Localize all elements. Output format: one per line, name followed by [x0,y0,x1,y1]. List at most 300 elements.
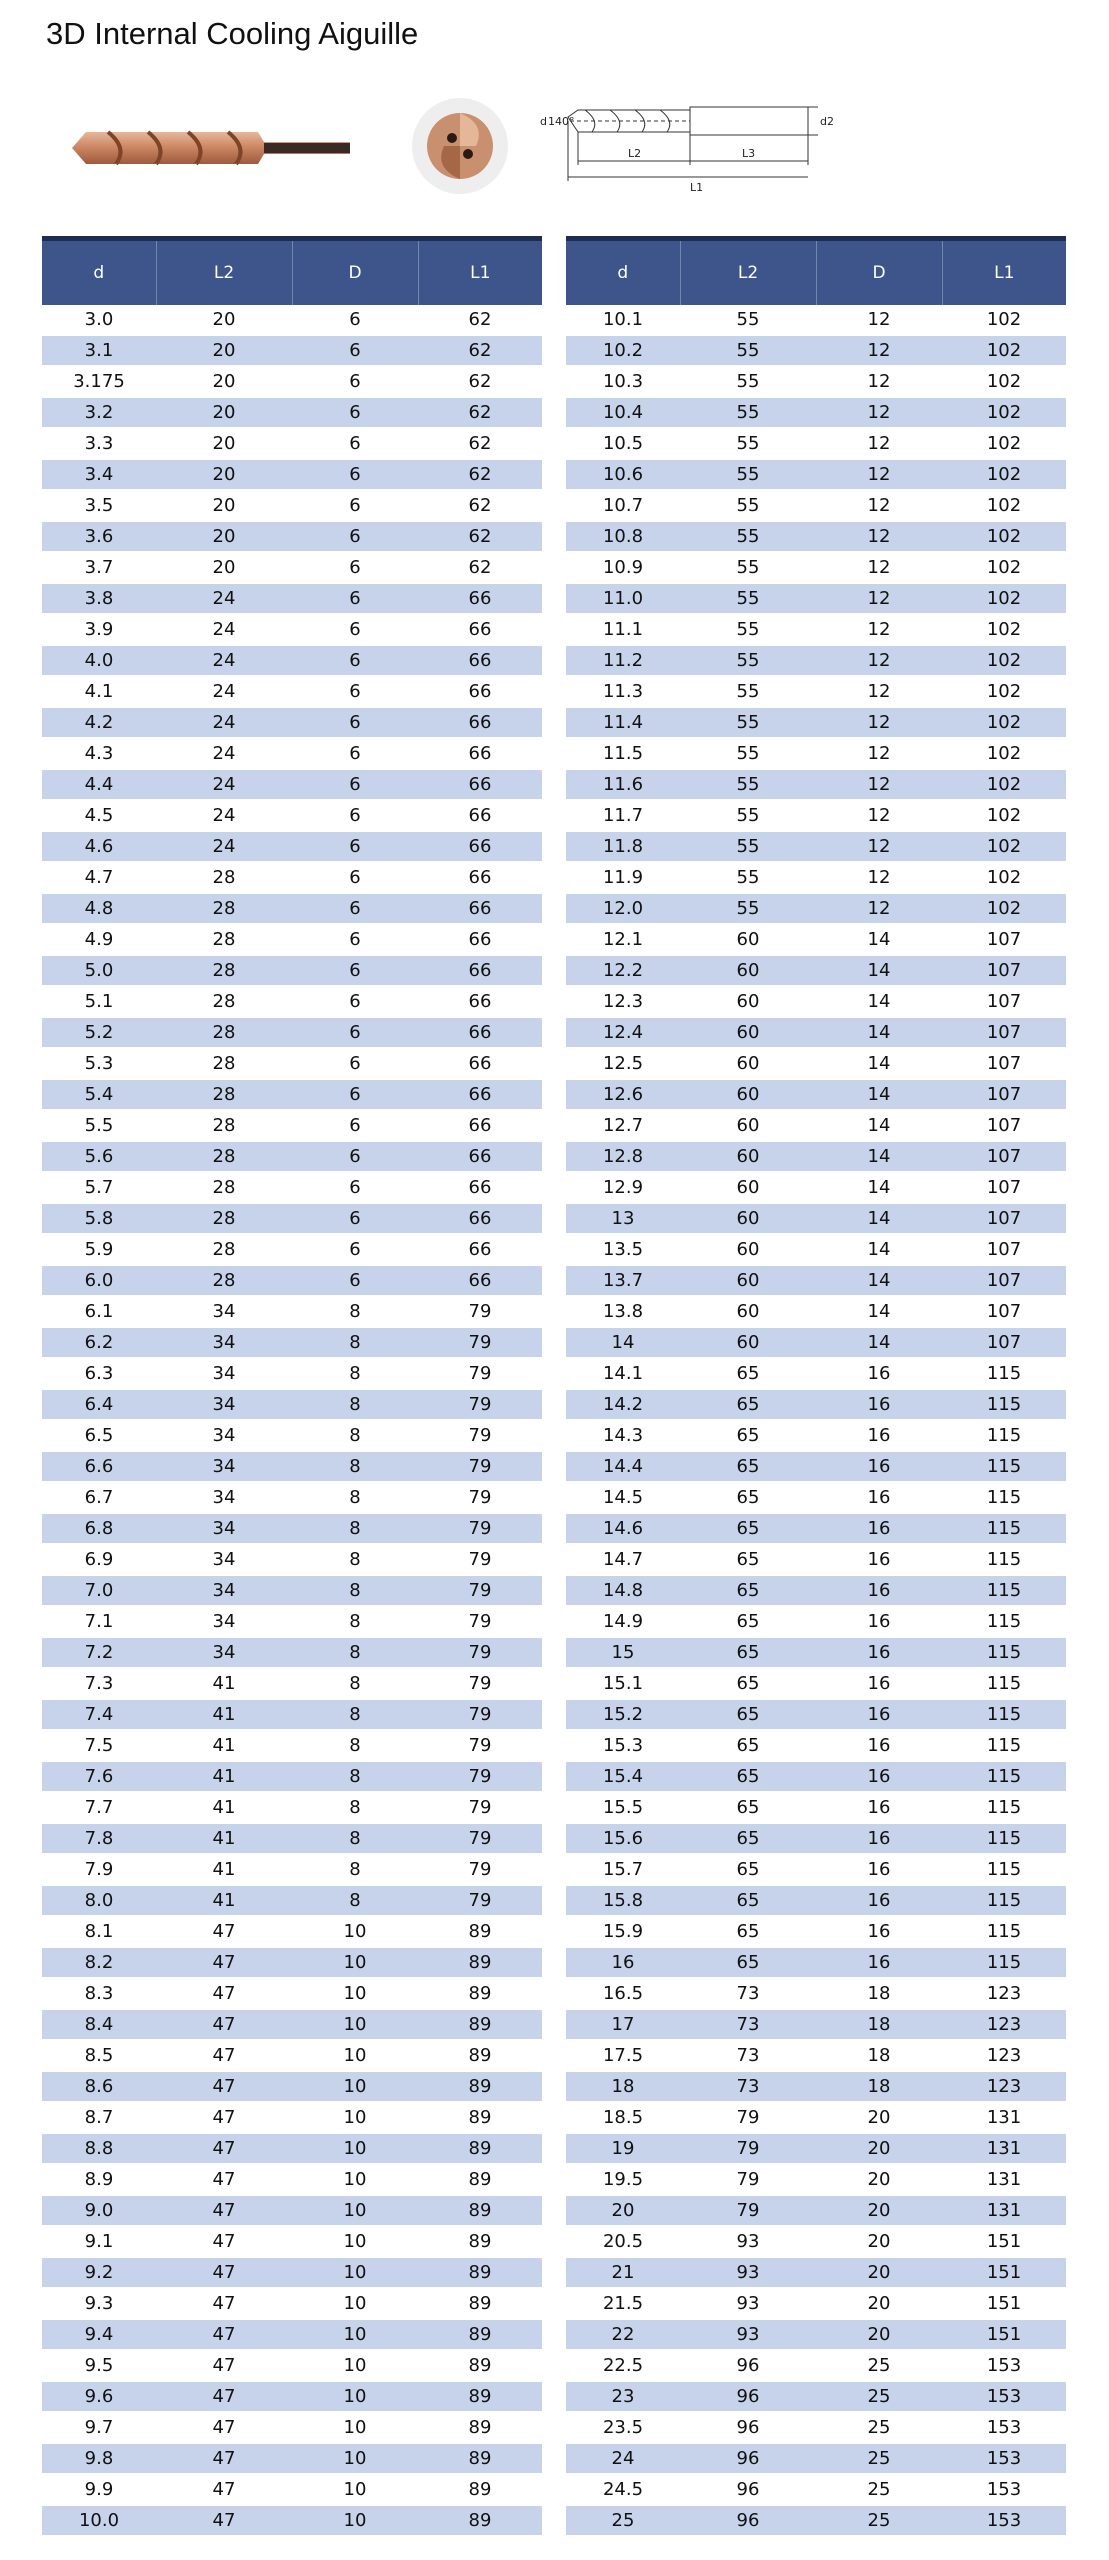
cell-l1: 66 [418,645,542,676]
table-row [566,305,1066,335]
cell-l1: 153 [942,2474,1066,2505]
table-row [566,707,1066,738]
cell-dd: 8 [292,1792,418,1823]
cell-d: 15.4 [566,1761,680,1792]
cell-d: 4.1 [42,676,156,707]
table-row [42,2288,542,2319]
cell-l2: 55 [680,738,816,769]
cell-dd: 12 [816,614,942,645]
cell-l1: 66 [418,924,542,955]
cell-l2: 47 [156,2288,292,2319]
cell-d: 3.4 [42,459,156,490]
table-row [566,1606,1066,1637]
cell-l2: 47 [156,2102,292,2133]
cell-d: 7.8 [42,1823,156,1854]
cell-l1: 89 [418,1916,542,1947]
cell-l2: 55 [680,335,816,366]
cell-d: 12.4 [566,1017,680,1048]
cell-l1: 107 [942,1110,1066,1141]
cell-dd: 25 [816,2350,942,2381]
cell-l2: 93 [680,2226,816,2257]
cell-l1: 62 [418,521,542,552]
cell-l1: 115 [942,1420,1066,1451]
cell-l2: 20 [156,552,292,583]
cell-l1: 123 [942,2009,1066,2040]
cell-l2: 79 [680,2164,816,2195]
table-row [566,645,1066,676]
table-row [566,2226,1066,2257]
cell-l1: 89 [418,1947,542,1978]
cell-l2: 28 [156,1048,292,1079]
cell-d: 11.7 [566,800,680,831]
cell-l1: 79 [418,1389,542,1420]
table-row [42,459,542,490]
cell-dd: 20 [816,2133,942,2164]
table-row [566,1699,1066,1730]
cell-dd: 6 [292,1141,418,1172]
table-row [42,800,542,831]
cell-l2: 34 [156,1358,292,1389]
cell-d: 6.4 [42,1389,156,1420]
table-row [42,2040,542,2071]
cell-d: 4.6 [42,831,156,862]
table-row [42,1079,542,1110]
cell-l2: 24 [156,583,292,614]
cell-d: 15.7 [566,1854,680,1885]
cell-dd: 6 [292,769,418,800]
table-row [566,1792,1066,1823]
cell-d: 4.8 [42,893,156,924]
table-row [566,2505,1066,2536]
table-row [42,769,542,800]
table-row [566,583,1066,614]
diagram-label-l3: L3 [742,147,756,160]
cell-dd: 8 [292,1389,418,1420]
table-row [42,2133,542,2164]
cell-dd: 16 [816,1854,942,1885]
cell-l2: 73 [680,2040,816,2071]
cell-l2: 34 [156,1482,292,1513]
cell-l1: 66 [418,831,542,862]
cell-dd: 6 [292,305,418,335]
cell-l1: 131 [942,2133,1066,2164]
table-row [566,1761,1066,1792]
cell-l1: 153 [942,2505,1066,2536]
cell-dd: 6 [292,800,418,831]
cell-dd: 20 [816,2319,942,2350]
cell-d: 6.5 [42,1420,156,1451]
cell-l1: 66 [418,1048,542,1079]
cell-d: 14 [566,1327,680,1358]
table-row [42,305,542,335]
cell-l1: 115 [942,1637,1066,1668]
cell-d: 10.6 [566,459,680,490]
cell-d: 12.5 [566,1048,680,1079]
cell-l2: 41 [156,1885,292,1916]
cell-dd: 6 [292,893,418,924]
cell-d: 14.2 [566,1389,680,1420]
cell-dd: 6 [292,428,418,459]
cell-l1: 89 [418,2133,542,2164]
cell-dd: 8 [292,1513,418,1544]
cell-l2: 55 [680,552,816,583]
drill-end-view-image [410,96,510,196]
cell-l2: 20 [156,459,292,490]
table-row [566,1482,1066,1513]
table-row [566,552,1066,583]
cell-dd: 8 [292,1451,418,1482]
cell-l1: 115 [942,1699,1066,1730]
table-row [566,1389,1066,1420]
cell-d: 10.0 [42,2505,156,2536]
cell-dd: 16 [816,1451,942,1482]
cell-d: 7.9 [42,1854,156,1885]
cell-l2: 55 [680,645,816,676]
cell-l2: 65 [680,1916,816,1947]
cell-dd: 16 [816,1668,942,1699]
cell-l1: 107 [942,1327,1066,1358]
cell-l1: 79 [418,1761,542,1792]
cell-l2: 65 [680,1420,816,1451]
cell-l1: 79 [418,1482,542,1513]
cell-l2: 55 [680,831,816,862]
table-row [42,1854,542,1885]
cell-l1: 131 [942,2195,1066,2226]
cell-d: 23.5 [566,2412,680,2443]
cell-d: 15.6 [566,1823,680,1854]
cell-l1: 62 [418,335,542,366]
cell-d: 7.2 [42,1637,156,1668]
diagram-label-l1: L1 [690,181,704,194]
cell-dd: 6 [292,552,418,583]
cell-dd: 14 [816,1327,942,1358]
cell-l1: 115 [942,1792,1066,1823]
cell-l1: 115 [942,1730,1066,1761]
cell-l1: 115 [942,1885,1066,1916]
cell-dd: 6 [292,707,418,738]
table-row [42,583,542,614]
cell-dd: 16 [816,1606,942,1637]
cell-l2: 60 [680,1327,816,1358]
cell-d: 5.2 [42,1017,156,1048]
cell-dd: 6 [292,1017,418,1048]
cell-l1: 102 [942,459,1066,490]
cell-d: 14.7 [566,1544,680,1575]
cell-l1: 107 [942,1296,1066,1327]
cell-l2: 47 [156,1916,292,1947]
cell-d: 5.0 [42,955,156,986]
cell-dd: 10 [292,2319,418,2350]
cell-d: 3.5 [42,490,156,521]
table-row [566,1637,1066,1668]
cell-dd: 6 [292,1234,418,1265]
cell-l2: 47 [156,2040,292,2071]
cell-l2: 96 [680,2381,816,2412]
cell-l1: 102 [942,366,1066,397]
cell-l2: 60 [680,1048,816,1079]
cell-l2: 47 [156,2133,292,2164]
cell-d: 13.5 [566,1234,680,1265]
cell-dd: 8 [292,1482,418,1513]
cell-d: 7.4 [42,1699,156,1730]
cell-dd: 12 [816,769,942,800]
table-row [566,2319,1066,2350]
cell-l2: 55 [680,769,816,800]
cell-dd: 6 [292,986,418,1017]
table-row [566,1141,1066,1172]
cell-d: 8.0 [42,1885,156,1916]
cell-d: 8.7 [42,2102,156,2133]
table-row [566,1048,1066,1079]
cell-d: 20 [566,2195,680,2226]
cell-d: 11.8 [566,831,680,862]
cell-d: 3.9 [42,614,156,645]
table-row [42,1141,542,1172]
cell-d: 7.0 [42,1575,156,1606]
cell-dd: 16 [816,1544,942,1575]
table-row [566,893,1066,924]
cell-l2: 79 [680,2102,816,2133]
cell-l1: 66 [418,955,542,986]
table-row [42,2195,542,2226]
cell-d: 12.6 [566,1079,680,1110]
cell-d: 21.5 [566,2288,680,2319]
cell-l2: 20 [156,490,292,521]
cell-l2: 55 [680,490,816,521]
cell-d: 5.8 [42,1203,156,1234]
cell-d: 6.3 [42,1358,156,1389]
cell-d: 17.5 [566,2040,680,2071]
table-row [566,2195,1066,2226]
table-row [42,676,542,707]
cell-d: 11.4 [566,707,680,738]
cell-d: 11.5 [566,738,680,769]
cell-dd: 16 [816,1575,942,1606]
table-row [566,1172,1066,1203]
table-row [42,366,542,397]
cell-dd: 10 [292,2257,418,2288]
cell-d: 10.8 [566,521,680,552]
table-row [566,1730,1066,1761]
table-row [566,2381,1066,2412]
cell-l1: 123 [942,2040,1066,2071]
cell-dd: 8 [292,1823,418,1854]
table-row [42,1327,542,1358]
cell-l1: 151 [942,2288,1066,2319]
cell-l1: 107 [942,1141,1066,1172]
table-row [42,1265,542,1296]
cell-l2: 96 [680,2474,816,2505]
table-row [42,2474,542,2505]
cell-dd: 8 [292,1575,418,1606]
cell-l1: 79 [418,1420,542,1451]
diagram-label-d2: d2 [820,115,834,128]
cell-l1: 102 [942,831,1066,862]
cell-dd: 6 [292,862,418,893]
cell-d: 7.3 [42,1668,156,1699]
cell-dd: 6 [292,738,418,769]
cell-l1: 66 [418,1203,542,1234]
cell-l1: 102 [942,769,1066,800]
cell-d: 7.6 [42,1761,156,1792]
cell-d: 22 [566,2319,680,2350]
cell-dd: 12 [816,366,942,397]
cell-dd: 14 [816,1079,942,1110]
table-row [566,2350,1066,2381]
cell-l2: 34 [156,1327,292,1358]
cell-dd: 14 [816,1017,942,1048]
cell-l1: 102 [942,305,1066,335]
cell-d: 24.5 [566,2474,680,2505]
cell-l1: 102 [942,428,1066,459]
cell-dd: 14 [816,1296,942,1327]
table-row [566,1823,1066,1854]
cell-dd: 8 [292,1358,418,1389]
table-row [42,552,542,583]
table-row [566,1885,1066,1916]
cell-l1: 115 [942,1451,1066,1482]
cell-l1: 115 [942,1389,1066,1420]
cell-l1: 79 [418,1668,542,1699]
cell-l2: 24 [156,769,292,800]
cell-l2: 65 [680,1358,816,1389]
table-row [42,2071,542,2102]
table-row [42,1699,542,1730]
table-row [566,1513,1066,1544]
cell-d: 14.1 [566,1358,680,1389]
cell-l1: 153 [942,2412,1066,2443]
cell-l1: 153 [942,2443,1066,2474]
cell-dd: 16 [816,1761,942,1792]
cell-dd: 12 [816,676,942,707]
table-row [566,986,1066,1017]
cell-l2: 60 [680,1079,816,1110]
table-row [42,2102,542,2133]
table-row [42,2009,542,2040]
cell-dd: 16 [816,1792,942,1823]
cell-l2: 28 [156,1079,292,1110]
cell-d: 6.2 [42,1327,156,1358]
cell-dd: 10 [292,2040,418,2071]
column-header-dd: D [816,239,942,305]
cell-d: 9.1 [42,2226,156,2257]
cell-d: 10.5 [566,428,680,459]
cell-l1: 115 [942,1947,1066,1978]
cell-d: 18.5 [566,2102,680,2133]
cell-d: 10.7 [566,490,680,521]
table-row [566,1327,1066,1358]
cell-l2: 47 [156,1978,292,2009]
cell-d: 11.0 [566,583,680,614]
cell-d: 12.1 [566,924,680,955]
diagram-label-angle: 140° [548,115,575,128]
cell-dd: 16 [816,1513,942,1544]
table-row [42,1916,542,1947]
cell-dd: 10 [292,2164,418,2195]
cell-dd: 6 [292,831,418,862]
cell-l2: 47 [156,2164,292,2195]
cell-l2: 60 [680,1017,816,1048]
cell-l1: 79 [418,1730,542,1761]
cell-dd: 14 [816,1141,942,1172]
cell-d: 25 [566,2505,680,2536]
cell-d: 19.5 [566,2164,680,2195]
cell-l1: 102 [942,521,1066,552]
table-row [42,1420,542,1451]
table-row [566,738,1066,769]
cell-d: 19 [566,2133,680,2164]
table-row [42,2412,542,2443]
cell-l1: 79 [418,1451,542,1482]
cell-dd: 25 [816,2443,942,2474]
cell-l1: 66 [418,738,542,769]
cell-dd: 6 [292,924,418,955]
cell-l2: 47 [156,2257,292,2288]
table-row [566,1079,1066,1110]
cell-l1: 66 [418,1172,542,1203]
cell-l1: 153 [942,2381,1066,2412]
table-row [42,707,542,738]
cell-d: 6.8 [42,1513,156,1544]
cell-l1: 62 [418,490,542,521]
cell-d: 5.7 [42,1172,156,1203]
cell-d: 12.2 [566,955,680,986]
cell-l1: 107 [942,1203,1066,1234]
cell-l2: 79 [680,2133,816,2164]
cell-l2: 93 [680,2319,816,2350]
cell-d: 5.6 [42,1141,156,1172]
cell-l2: 65 [680,1730,816,1761]
cell-d: 9.8 [42,2443,156,2474]
cell-l1: 79 [418,1575,542,1606]
table-row [566,1110,1066,1141]
drill-bit-image [68,118,352,178]
cell-l1: 79 [418,1792,542,1823]
cell-l2: 96 [680,2350,816,2381]
cell-l2: 28 [156,1110,292,1141]
table-row [566,1265,1066,1296]
cell-d: 8.6 [42,2071,156,2102]
cell-l2: 73 [680,2009,816,2040]
cell-l2: 60 [680,1172,816,1203]
cell-d: 8.3 [42,1978,156,2009]
cell-l1: 79 [418,1327,542,1358]
cell-d: 8.8 [42,2133,156,2164]
cell-l2: 55 [680,707,816,738]
cell-dd: 8 [292,1668,418,1699]
table-row [566,2474,1066,2505]
cell-d: 16.5 [566,1978,680,2009]
cell-d: 9.9 [42,2474,156,2505]
cell-d: 14.3 [566,1420,680,1451]
cell-l2: 60 [680,1110,816,1141]
cell-d: 7.1 [42,1606,156,1637]
table-row [566,955,1066,986]
cell-l2: 20 [156,335,292,366]
cell-dd: 10 [292,2071,418,2102]
cell-l1: 131 [942,2102,1066,2133]
table-row [42,2350,542,2381]
table-row [42,1668,542,1699]
table-row [566,2412,1066,2443]
cell-l2: 20 [156,428,292,459]
table-row [566,335,1066,366]
table-row [42,490,542,521]
cell-dd: 6 [292,490,418,521]
table-row [566,459,1066,490]
cell-d: 5.1 [42,986,156,1017]
cell-d: 6.9 [42,1544,156,1575]
